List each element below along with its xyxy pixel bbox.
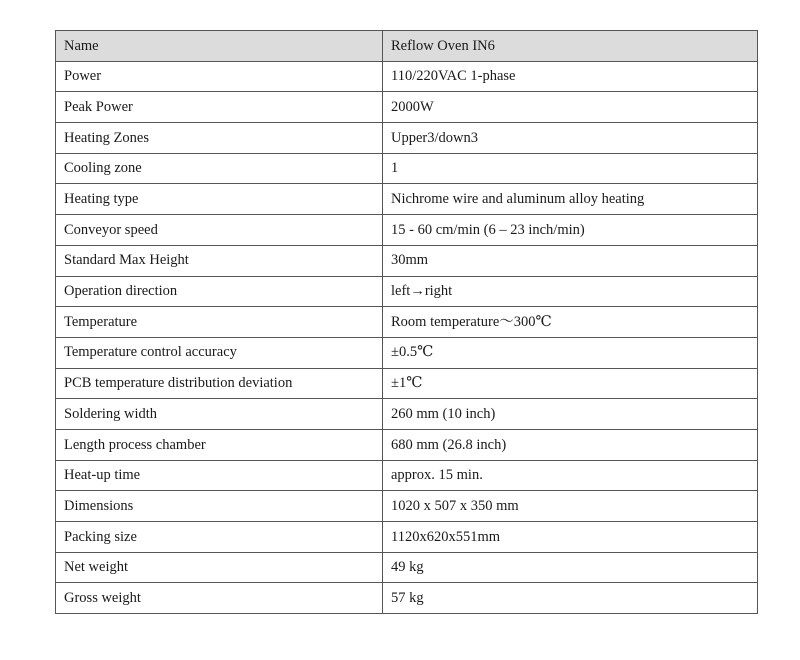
table-row (56, 215, 758, 246)
header-label-cell: Name (56, 31, 383, 62)
table-row (56, 522, 758, 553)
spec-value: 680 mm (26.8 inch) (383, 429, 758, 460)
table-row (56, 368, 758, 399)
table-row (56, 61, 758, 92)
spec-value: ±1℃ (383, 368, 758, 399)
table-row (56, 123, 758, 154)
spec-label: Operation direction (56, 276, 383, 307)
table-row (56, 153, 758, 184)
table-header-row (56, 31, 758, 62)
spec-label: Power (56, 61, 383, 92)
spec-label: Heating type (56, 184, 383, 215)
spec-value: approx. 15 min. (383, 460, 758, 491)
spec-value: 110/220VAC 1-phase (383, 61, 758, 92)
spec-value: left→right (383, 276, 758, 307)
table-row (56, 245, 758, 276)
spec-value: 30mm (383, 245, 758, 276)
spec-label: Temperature control accuracy (56, 337, 383, 368)
spec-value: Nichrome wire and aluminum alloy heating (383, 184, 758, 215)
spec-label: Conveyor speed (56, 215, 383, 246)
table-row (56, 184, 758, 215)
table-row (56, 552, 758, 583)
spec-value: Upper3/down3 (383, 123, 758, 154)
header-value-cell: Reflow Oven IN6 (383, 31, 758, 62)
spec-label: Cooling zone (56, 153, 383, 184)
spec-table (55, 30, 758, 614)
table-row (56, 429, 758, 460)
spec-label: Dimensions (56, 491, 383, 522)
table-row (56, 307, 758, 338)
spec-label: Gross weight (56, 583, 383, 614)
spec-value: 1120x620x551mm (383, 522, 758, 553)
spec-value: 57 kg (383, 583, 758, 614)
table-row (56, 399, 758, 430)
spec-label: Heating Zones (56, 123, 383, 154)
spec-label: Soldering width (56, 399, 383, 430)
spec-value: 49 kg (383, 552, 758, 583)
spec-label: Temperature (56, 307, 383, 338)
table-row (56, 491, 758, 522)
spec-label: Packing size (56, 522, 383, 553)
spec-label: Peak Power (56, 92, 383, 123)
table-row (56, 276, 758, 307)
table-row (56, 460, 758, 491)
table-row (56, 583, 758, 614)
spec-label: Net weight (56, 552, 383, 583)
spec-value: 260 mm (10 inch) (383, 399, 758, 430)
spec-value: ±0.5℃ (383, 337, 758, 368)
spec-value: 2000W (383, 92, 758, 123)
spec-label: PCB temperature distribution deviation (56, 368, 383, 399)
spec-label: Standard Max Height (56, 245, 383, 276)
spec-value: 1020 x 507 x 350 mm (383, 491, 758, 522)
spec-value: Room temperature～300℃ (383, 307, 758, 338)
spec-label: Length process chamber (56, 429, 383, 460)
table-row (56, 337, 758, 368)
table-row (56, 92, 758, 123)
spec-value: 1 (383, 153, 758, 184)
spec-value: 15 - 60 cm/min (6 – 23 inch/min) (383, 215, 758, 246)
spec-label: Heat-up time (56, 460, 383, 491)
